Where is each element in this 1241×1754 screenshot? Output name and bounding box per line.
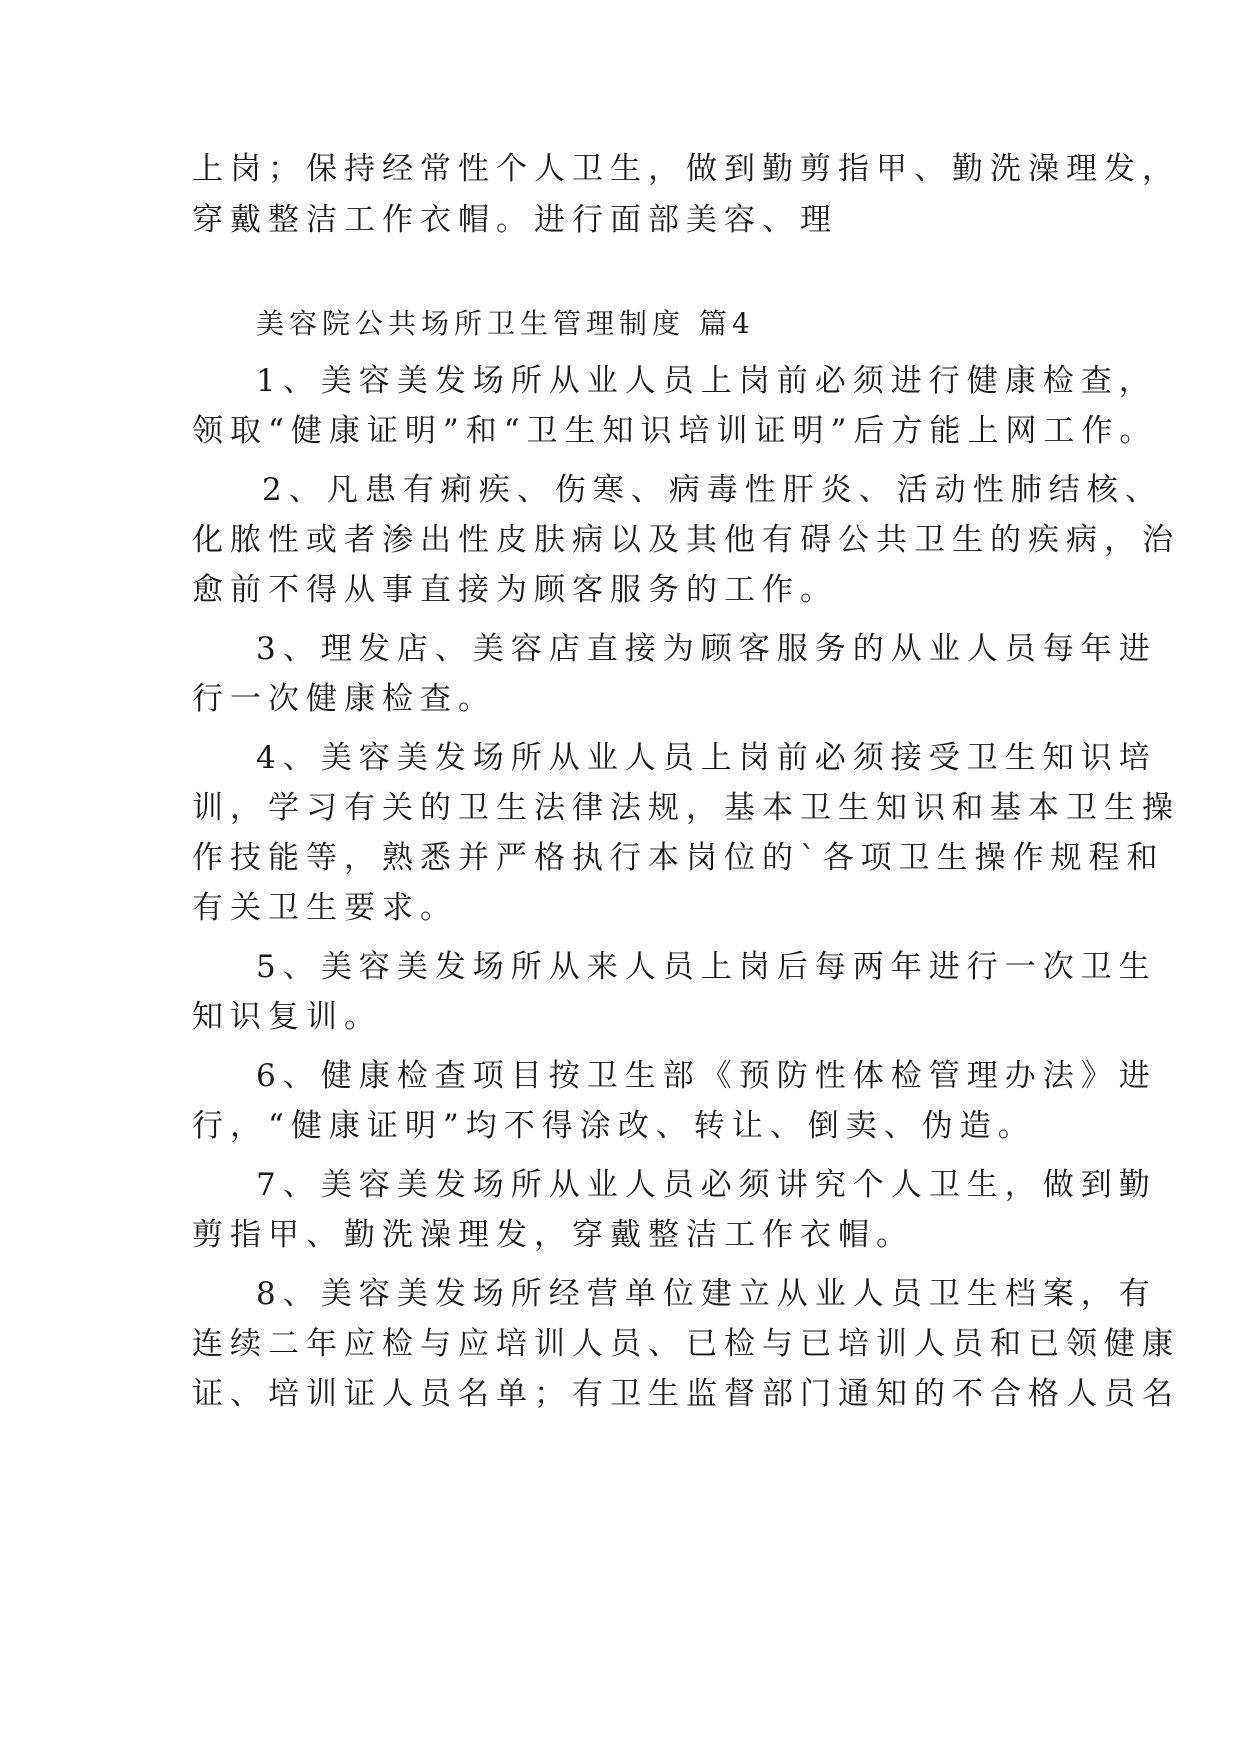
paragraph-3-line: 3、理发店、美容店直接为顾客服务的从业人员每年进 bbox=[256, 631, 1157, 667]
paragraph-4-line: 有关卫生要求。 bbox=[192, 890, 458, 926]
paragraph-4-line: 作技能等，熟悉并严格执行本岗位的`各项卫生操作规程和 bbox=[192, 840, 1165, 876]
text-line: 穿戴整洁工作衣帽。进行面部美容、理 bbox=[192, 202, 838, 238]
paragraph-6-line: 6、健康检查项目按卫生部《预防性体检管理办法》进 bbox=[256, 1058, 1157, 1094]
paragraph-3-line: 行一次健康检查。 bbox=[192, 681, 496, 717]
paragraph-2-line: 愈前不得从事直接为顾客服务的工作。 bbox=[192, 572, 838, 608]
paragraph-8-line: 连续二年应检与应培训人员、已检与已培训人员和已领健康 bbox=[192, 1326, 1180, 1362]
paragraph-6-line: 行，“健康证明”均不得涂改、转让、倒卖、伪造。 bbox=[192, 1108, 1036, 1144]
paragraph-5-line: 5、美容美发场所从来人员上岗后每两年进行一次卫生 bbox=[256, 949, 1157, 985]
paragraph-5-line: 知识复训。 bbox=[192, 999, 382, 1035]
paragraph-8-line: 8、美容美发场所经营单位建立从业人员卫生档案，有 bbox=[256, 1276, 1157, 1312]
text-line: 上岗；保持经常性个人卫生，做到勤剪指甲、勤洗澡理发， bbox=[192, 151, 1180, 187]
paragraph-7-line: 剪指甲、勤洗澡理发，穿戴整洁工作衣帽。 bbox=[192, 1217, 914, 1253]
paragraph-1-line: 1、美容美发场所从业人员上岗前必须进行健康检查， bbox=[256, 363, 1157, 399]
paragraph-2-line: 2、凡患有痢疾、伤寒、病毒性肝炎、活动性肺结核、 bbox=[262, 472, 1163, 508]
paragraph-4-line: 4、美容美发场所从业人员上岗前必须接受卫生知识培 bbox=[256, 740, 1157, 776]
paragraph-8-line: 证、培训证人员名单；有卫生监督部门通知的不合格人员名 bbox=[192, 1376, 1180, 1412]
section-title: 美容院公共场所卫生管理制度 篇4 bbox=[256, 307, 755, 340]
paragraph-7-line: 7、美容美发场所从业人员必须讲究个人卫生，做到勤 bbox=[256, 1167, 1157, 1203]
paragraph-1-line: 领取“健康证明”和“卫生知识培训证明”后方能上网工作。 bbox=[192, 413, 1158, 449]
paragraph-2-line: 化脓性或者渗出性皮肤病以及其他有碍公共卫生的疾病，治 bbox=[192, 522, 1180, 558]
paragraph-4-line: 训，学习有关的卫生法律法规，基本卫生知识和基本卫生操 bbox=[192, 790, 1180, 826]
